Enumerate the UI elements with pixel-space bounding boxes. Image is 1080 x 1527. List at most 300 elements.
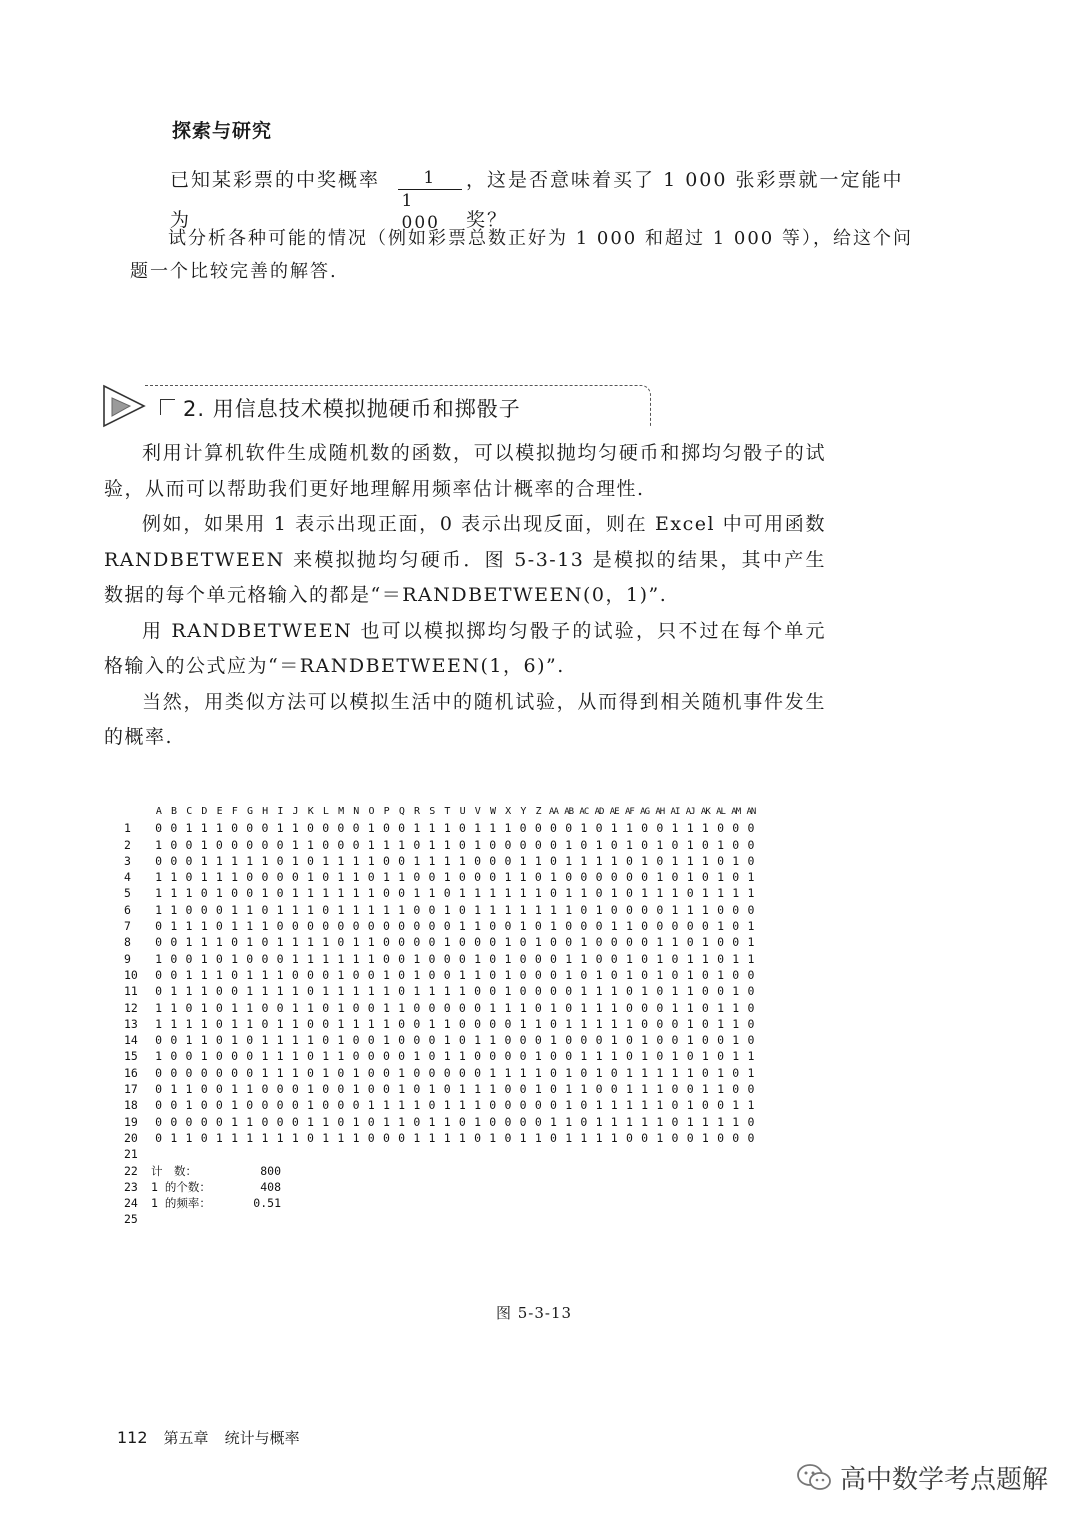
column-header: AJ [685, 807, 695, 817]
spreadsheet-cell: 1 [398, 1082, 406, 1097]
spreadsheet-cell: 0 [550, 1016, 557, 1031]
spreadsheet-cell: 0 [641, 919, 649, 934]
spreadsheet-cell: 1 [307, 870, 314, 885]
spreadsheet-cell: 0 [701, 1098, 709, 1113]
spreadsheet-cell: 1 [474, 821, 481, 836]
spreadsheet-cell: 1 [550, 870, 557, 885]
spreadsheet-cell: 0 [474, 870, 481, 885]
spreadsheet-cell: 0 [170, 951, 178, 966]
spreadsheet-cell: 1 [352, 1114, 360, 1129]
spreadsheet-cell: 1 [322, 935, 330, 950]
spreadsheet-cell: 1 [337, 886, 345, 901]
spreadsheet-cell: 0 [246, 951, 254, 966]
spreadsheet-cell: 0 [261, 1114, 269, 1129]
spreadsheet-cell: 0 [732, 1065, 740, 1080]
spreadsheet-cell: 1 [276, 1130, 284, 1145]
spreadsheet-cell: 0 [215, 1000, 223, 1015]
spreadsheet-cell: 0 [322, 967, 330, 982]
spreadsheet-cell: 1 [565, 1082, 573, 1097]
spreadsheet-cell: 1 [291, 1065, 299, 1080]
spreadsheet-cell: 1 [337, 1130, 345, 1145]
spreadsheet-cell: 1 [428, 853, 436, 868]
spreadsheet-row [124, 1081, 759, 1097]
spreadsheet-cell: 1 [200, 853, 208, 868]
spreadsheet-cell: 0 [413, 1082, 421, 1097]
spreadsheet-cell: 1 [458, 984, 466, 999]
spreadsheet-cell: 0 [307, 1130, 314, 1145]
spreadsheet-cell: 1 [641, 1114, 649, 1129]
row-number: 17 [124, 1082, 138, 1097]
spreadsheet-cell: 1 [747, 919, 755, 934]
spreadsheet-cell: 0 [641, 821, 649, 836]
spreadsheet-row [124, 1146, 759, 1162]
spreadsheet-cell: 0 [625, 984, 633, 999]
spreadsheet-cell: 0 [352, 919, 360, 934]
spreadsheet-cell: 0 [625, 1130, 633, 1145]
spreadsheet-cell: 1 [185, 1130, 193, 1145]
spreadsheet-cell: 0 [382, 821, 390, 836]
spreadsheet-cell: 0 [580, 1098, 588, 1113]
spreadsheet-cell: 1 [717, 1065, 724, 1080]
spreadsheet-row [124, 967, 759, 983]
spreadsheet-cell: 1 [307, 1098, 314, 1113]
column-header: D [201, 806, 207, 817]
spreadsheet-cell: 0 [747, 967, 755, 982]
spreadsheet-cell: 0 [337, 1065, 345, 1080]
spreadsheet-cell: 0 [580, 870, 588, 885]
spreadsheet-cell: 1 [231, 1098, 238, 1113]
spreadsheet-cell: 0 [231, 837, 238, 852]
spreadsheet-cell: 1 [276, 967, 284, 982]
spreadsheet-cell: 0 [398, 1049, 406, 1064]
spreadsheet-cell: 1 [200, 951, 208, 966]
spreadsheet-cell: 1 [246, 1082, 254, 1097]
spreadsheet-cell: 1 [610, 1130, 618, 1145]
spreadsheet-cell: 1 [656, 1065, 664, 1080]
spreadsheet-cell: 1 [671, 902, 679, 917]
spreadsheet-cell: 1 [398, 1114, 406, 1129]
spreadsheet-cell: 1 [170, 919, 178, 934]
spreadsheet-cell: 1 [610, 919, 618, 934]
spreadsheet-cell: 0 [428, 951, 436, 966]
spreadsheet-cell: 1 [231, 1016, 238, 1031]
spreadsheet-cell: 1 [747, 951, 755, 966]
spreadsheet-row [124, 951, 759, 967]
spreadsheet-cell: 1 [732, 886, 740, 901]
spreadsheet-cell: 0 [534, 919, 542, 934]
spreadsheet-cell: 0 [428, 870, 436, 885]
spreadsheet-cell: 0 [519, 951, 527, 966]
spreadsheet-cell: 1 [686, 821, 694, 836]
spreadsheet-cell: 0 [747, 821, 755, 836]
spreadsheet-cell: 0 [367, 1130, 375, 1145]
spreadsheet-cell: 0 [565, 1000, 573, 1015]
spreadsheet-cell: 0 [458, 1000, 466, 1015]
spreadsheet-cell: 0 [155, 1114, 163, 1129]
column-header: AD [594, 807, 604, 817]
spreadsheet-cell: 0 [382, 1130, 390, 1145]
spreadsheet-cell: 0 [352, 1049, 360, 1064]
spreadsheet-cell: 1 [413, 967, 421, 982]
spreadsheet-cell: 0 [641, 967, 649, 982]
spreadsheet-cell: 1 [200, 967, 208, 982]
spreadsheet-cell: 1 [595, 1000, 603, 1015]
spreadsheet-header-row [124, 804, 759, 820]
spreadsheet-cell: 0 [656, 1033, 664, 1048]
spreadsheet-cell: 1 [504, 821, 512, 836]
spreadsheet-cell: 1 [276, 1049, 284, 1064]
column-header: U [459, 806, 466, 817]
spreadsheet-cell: 0 [413, 837, 421, 852]
spreadsheet-cell: 1 [215, 967, 223, 982]
spreadsheet-cell: 0 [641, 1016, 649, 1031]
spreadsheet-cell: 1 [185, 919, 193, 934]
spreadsheet-cell: 0 [322, 1033, 330, 1048]
row-number: 12 [124, 1000, 138, 1015]
spreadsheet-cell: 0 [717, 821, 724, 836]
spreadsheet-cell: 0 [565, 1049, 573, 1064]
spreadsheet-cell: 1 [717, 837, 724, 852]
spreadsheet-cell: 1 [307, 886, 314, 901]
spreadsheet-cell: 0 [565, 935, 573, 950]
column-header: S [429, 806, 435, 817]
spreadsheet-cell: 0 [701, 1016, 709, 1031]
spreadsheet-cell: 0 [550, 1098, 557, 1113]
spreadsheet-cell: 1 [170, 1130, 178, 1145]
spreadsheet-cell: 0 [398, 853, 406, 868]
spreadsheet-cell: 1 [200, 1033, 208, 1048]
spreadsheet-cell: 0 [307, 821, 314, 836]
spreadsheet-cell: 1 [747, 1065, 755, 1080]
spreadsheet-cell: 0 [322, 1016, 330, 1031]
spreadsheet-cell: 0 [185, 1049, 193, 1064]
spreadsheet-cell: 1 [732, 951, 740, 966]
spreadsheet-cell: 1 [200, 1016, 208, 1031]
spreadsheet-cell: 1 [413, 821, 421, 836]
spreadsheet-cell: 1 [322, 951, 330, 966]
spreadsheet-cell: 1 [732, 1033, 740, 1048]
spreadsheet-cell: 0 [231, 886, 238, 901]
spreadsheet-cell: 0 [747, 1114, 755, 1129]
spreadsheet-cell: 1 [701, 1082, 709, 1097]
spreadsheet-cell: 0 [504, 1114, 512, 1129]
spreadsheet-cell: 0 [489, 1016, 497, 1031]
spreadsheet-cell: 0 [656, 1016, 664, 1031]
spreadsheet-cell: 1 [185, 935, 193, 950]
row-number: 4 [124, 870, 131, 885]
spreadsheet-cell: 0 [565, 870, 573, 885]
stat-value: 0.51 [253, 1196, 281, 1211]
column-header: Q [398, 806, 405, 817]
spreadsheet-cell: 0 [398, 919, 406, 934]
spreadsheet-cell: 1 [398, 1065, 406, 1080]
spreadsheet-cell: 1 [322, 886, 330, 901]
spreadsheet-cell: 0 [671, 837, 679, 852]
spreadsheet-cell: 1 [413, 886, 421, 901]
spreadsheet-cell: 0 [185, 837, 193, 852]
spreadsheet-cell: 0 [534, 1114, 542, 1129]
spreadsheet-cell: 1 [307, 1114, 314, 1129]
spreadsheet-cell: 0 [489, 984, 497, 999]
chapter-title: 统计与概率 [224, 1429, 300, 1447]
spreadsheet-cell: 1 [534, 1016, 542, 1031]
spreadsheet-cell: 0 [534, 967, 542, 982]
spreadsheet-cell: 1 [595, 1049, 603, 1064]
spreadsheet-cell: 1 [170, 902, 178, 917]
spreadsheet-cell: 1 [610, 1000, 618, 1015]
spreadsheet-cell: 1 [337, 1033, 345, 1048]
spreadsheet-cell: 0 [322, 1000, 330, 1015]
spreadsheet-cell: 1 [291, 951, 299, 966]
spreadsheet-cell: 0 [155, 1098, 163, 1113]
spreadsheet-cell: 0 [625, 870, 633, 885]
spreadsheet-cell: 0 [671, 967, 679, 982]
spreadsheet-cell: 1 [458, 853, 466, 868]
spreadsheet-cell: 0 [276, 1098, 284, 1113]
spreadsheet-cell: 0 [155, 1082, 163, 1097]
spreadsheet-cell: 0 [595, 886, 603, 901]
spreadsheet-cell: 0 [489, 951, 497, 966]
spreadsheet-cell: 1 [246, 984, 254, 999]
spreadsheet-cell: 0 [732, 1130, 740, 1145]
spreadsheet-cell: 0 [550, 935, 557, 950]
column-header: AC [579, 807, 589, 817]
spreadsheet-row [124, 1211, 759, 1227]
spreadsheet-cell: 1 [382, 1114, 390, 1129]
spreadsheet-cell: 1 [155, 951, 163, 966]
spreadsheet-cell: 1 [291, 1000, 299, 1015]
spreadsheet-cell: 0 [671, 870, 679, 885]
spreadsheet-cell: 0 [671, 1016, 679, 1031]
spreadsheet-cell: 1 [352, 902, 360, 917]
spreadsheet-cell: 1 [519, 886, 527, 901]
spreadsheet-cell: 1 [671, 1000, 679, 1015]
spreadsheet-cell: 1 [595, 984, 603, 999]
spreadsheet-cell: 1 [246, 902, 254, 917]
spreadsheet-cell: 1 [352, 1016, 360, 1031]
spreadsheet-cell: 1 [580, 1049, 588, 1064]
spreadsheet-cell: 1 [185, 1033, 193, 1048]
column-header: AI [670, 807, 680, 817]
spreadsheet-cell: 1 [291, 984, 299, 999]
spreadsheet-cell: 1 [322, 853, 330, 868]
spreadsheet-cell: 0 [322, 837, 330, 852]
spreadsheet-cell: 0 [701, 870, 709, 885]
spreadsheet-cell: 0 [382, 886, 390, 901]
spreadsheet-cell: 0 [337, 1082, 345, 1097]
spreadsheet-cell: 1 [474, 1098, 481, 1113]
spreadsheet-cell: 1 [747, 1098, 755, 1113]
spreadsheet-cell: 0 [382, 1065, 390, 1080]
spreadsheet-cell: 0 [155, 1033, 163, 1048]
spreadsheet-cell: 0 [322, 902, 330, 917]
spreadsheet-cell: 1 [276, 821, 284, 836]
spreadsheet-cell: 1 [382, 1016, 390, 1031]
spreadsheet-cell: 1 [641, 1082, 649, 1097]
spreadsheet-cell: 0 [580, 837, 588, 852]
spreadsheet-cell: 0 [641, 1130, 649, 1145]
spreadsheet-cell: 0 [307, 967, 314, 982]
spreadsheet-cell: 1 [458, 1098, 466, 1113]
spreadsheet-cell: 0 [489, 1049, 497, 1064]
spreadsheet-cell: 1 [367, 853, 375, 868]
spreadsheet-cell: 1 [610, 886, 618, 901]
spreadsheet-cell: 0 [701, 1000, 709, 1015]
spreadsheet-cell: 0 [170, 967, 178, 982]
spreadsheet-cell: 0 [641, 1000, 649, 1015]
spreadsheet-cell: 1 [367, 837, 375, 852]
spreadsheet-cell: 1 [246, 967, 254, 982]
spreadsheet-cell: 0 [474, 1065, 481, 1080]
spreadsheet-cell: 1 [155, 1049, 163, 1064]
spreadsheet-cell: 1 [565, 1016, 573, 1031]
spreadsheet-cell: 1 [337, 870, 345, 885]
spreadsheet-cell: 0 [474, 984, 481, 999]
spreadsheet-cell: 1 [686, 984, 694, 999]
spreadsheet-cell: 0 [185, 1065, 193, 1080]
spreadsheet-cell: 0 [595, 1033, 603, 1048]
spreadsheet-cell: 0 [428, 1033, 436, 1048]
spreadsheet-cell: 0 [732, 870, 740, 885]
spreadsheet-cell: 1 [595, 1130, 603, 1145]
spreadsheet-cell: 1 [747, 935, 755, 950]
spreadsheet-cell: 0 [474, 935, 481, 950]
spreadsheet-cell: 1 [717, 919, 724, 934]
spreadsheet-cell: 1 [595, 1098, 603, 1113]
spreadsheet-cell: 1 [656, 1098, 664, 1113]
spreadsheet-cell: 0 [747, 902, 755, 917]
spreadsheet-cell: 0 [671, 1098, 679, 1113]
spreadsheet-cell: 0 [246, 1098, 254, 1113]
spreadsheet-cell: 0 [565, 1033, 573, 1048]
spreadsheet-cell: 1 [322, 1065, 330, 1080]
spreadsheet-cell: 0 [215, 1065, 223, 1080]
spreadsheet-cell: 0 [458, 1065, 466, 1080]
spreadsheet-cell: 1 [550, 1000, 557, 1015]
column-header: G [246, 806, 253, 817]
spreadsheet-cell: 1 [307, 902, 314, 917]
spreadsheet-cell: 0 [367, 1033, 375, 1048]
spreadsheet-cell: 0 [732, 935, 740, 950]
spreadsheet-cell: 1 [185, 1098, 193, 1113]
spreadsheet-cell: 0 [458, 1033, 466, 1048]
column-header: AK [700, 807, 710, 817]
spreadsheet-cell: 1 [534, 902, 542, 917]
spreadsheet-cell: 0 [641, 870, 649, 885]
spreadsheet-cell: 0 [489, 853, 497, 868]
spreadsheet-cell: 0 [565, 984, 573, 999]
spreadsheet-cell: 0 [276, 886, 284, 901]
spreadsheet-cell: 1 [671, 821, 679, 836]
spreadsheet-cell: 1 [307, 837, 314, 852]
spreadsheet-cell: 1 [625, 1082, 633, 1097]
spreadsheet-cell: 0 [428, 1098, 436, 1113]
spreadsheet-cell: 1 [717, 967, 724, 982]
spreadsheet-cell: 0 [261, 870, 269, 885]
spreadsheet-cell: 0 [686, 935, 694, 950]
spreadsheet-cell: 1 [215, 886, 223, 901]
spreadsheet-cell: 1 [352, 853, 360, 868]
spreadsheet-cell: 0 [747, 1033, 755, 1048]
spreadsheet-cell: 0 [747, 837, 755, 852]
spreadsheet-cell: 0 [595, 951, 603, 966]
paragraph: 利用计算机软件生成随机数的函数，可以模拟抛均匀硬币和掷均匀骰子的试验，从而可以帮助我们更好地理解用频率估计概率的合理性. [104, 442, 826, 500]
spreadsheet-cell: 0 [276, 951, 284, 966]
spreadsheet-cell: 1 [307, 935, 314, 950]
spreadsheet-cell: 0 [291, 1098, 299, 1113]
spreadsheet-cell: 1 [686, 902, 694, 917]
spreadsheet-cell: 0 [398, 1130, 406, 1145]
spreadsheet-cell: 1 [732, 853, 740, 868]
spreadsheet-cell: 1 [625, 821, 633, 836]
spreadsheet-cell: 0 [367, 967, 375, 982]
spreadsheet-cell: 0 [519, 837, 527, 852]
spreadsheet-cell: 0 [458, 935, 466, 950]
spreadsheet-cell: 1 [550, 919, 557, 934]
spreadsheet-cell: 0 [671, 1114, 679, 1129]
spreadsheet-cell: 0 [246, 870, 254, 885]
spreadsheet-cell: 1 [322, 1114, 330, 1129]
spreadsheet-cell: 0 [701, 1033, 709, 1048]
spreadsheet-cell: 1 [519, 853, 527, 868]
spreadsheet-cell: 1 [246, 919, 254, 934]
fraction-numerator: 1 [423, 167, 437, 188]
spreadsheet-cell: 0 [625, 1049, 633, 1064]
spreadsheet-cell: 1 [686, 1098, 694, 1113]
spreadsheet-cell: 0 [337, 821, 345, 836]
spreadsheet-cell: 1 [580, 984, 588, 999]
spreadsheet-cell: 0 [595, 870, 603, 885]
spreadsheet-row [124, 983, 759, 999]
spreadsheet-cell: 1 [367, 951, 375, 966]
spreadsheet-cell: 1 [443, 984, 451, 999]
spreadsheet-cell: 1 [261, 886, 269, 901]
spreadsheet-cell: 1 [656, 870, 664, 885]
column-header: H [262, 806, 268, 817]
spreadsheet-cell: 0 [215, 1033, 223, 1048]
spreadsheet-cell: 0 [504, 1033, 512, 1048]
spreadsheet-cell: 0 [458, 951, 466, 966]
spreadsheet-cell: 0 [610, 967, 618, 982]
spreadsheet-cell: 0 [231, 984, 238, 999]
spreadsheet-cell: 0 [671, 951, 679, 966]
spreadsheet-cell: 1 [565, 837, 573, 852]
spreadsheet-cell: 0 [519, 1082, 527, 1097]
spreadsheet-cell: 0 [625, 1033, 633, 1048]
spreadsheet-cell: 0 [610, 870, 618, 885]
spreadsheet-cell: 0 [443, 1082, 451, 1097]
spreadsheet-cell: 0 [656, 1049, 664, 1064]
spreadsheet-cell: 0 [261, 837, 269, 852]
spreadsheet-cell: 0 [215, 902, 223, 917]
spreadsheet-cell: 0 [747, 1130, 755, 1145]
spreadsheet-cell: 1 [610, 1114, 618, 1129]
spreadsheet-cell: 1 [200, 919, 208, 934]
spreadsheet-cell: 0 [367, 1049, 375, 1064]
column-header: AL [716, 807, 725, 817]
spreadsheet-cell: 1 [185, 886, 193, 901]
spreadsheet-cell: 1 [382, 1098, 390, 1113]
spreadsheet-cell: 0 [519, 821, 527, 836]
spreadsheet-cell: 1 [595, 967, 603, 982]
spreadsheet-cell: 0 [641, 951, 649, 966]
column-header: AG [640, 807, 650, 817]
spreadsheet-cell: 0 [231, 821, 238, 836]
spreadsheet-cell: 1 [671, 1049, 679, 1064]
spreadsheet-cell: 1 [413, 951, 421, 966]
spreadsheet-cell: 1 [443, 902, 451, 917]
section-arrow-icon [100, 382, 148, 428]
